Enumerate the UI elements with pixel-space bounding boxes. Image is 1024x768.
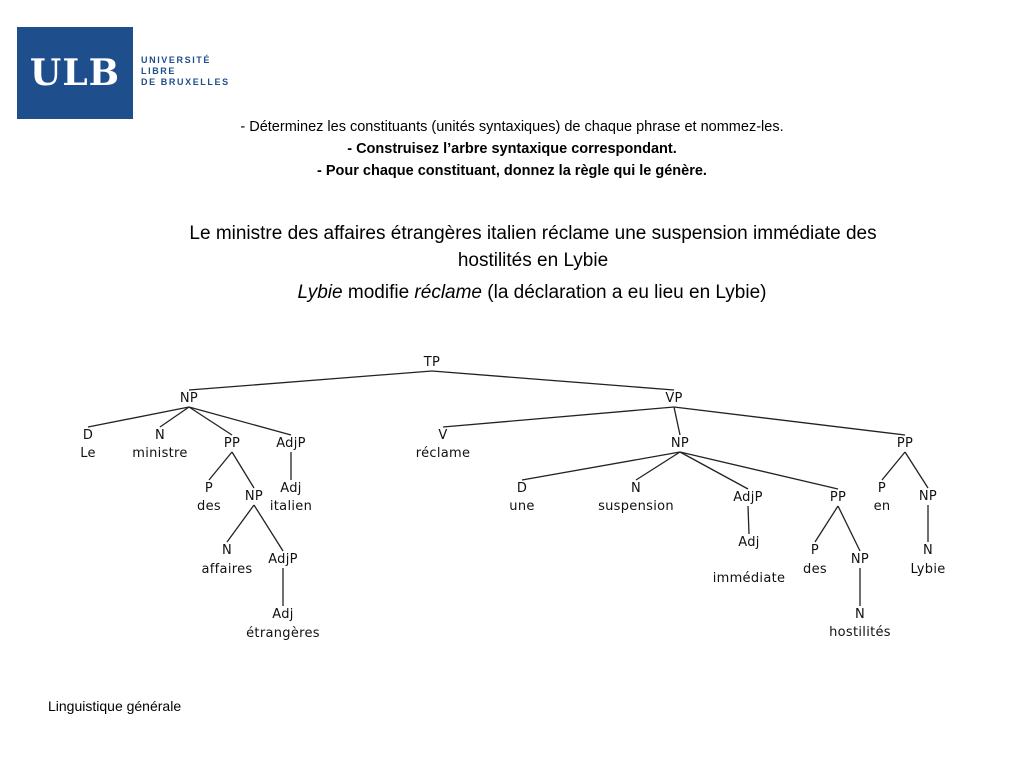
tree-node-pp3: PP xyxy=(829,490,847,505)
tree-node-w-lybie: Lybie xyxy=(910,562,946,577)
tree-node-vp: VP xyxy=(665,391,683,406)
tree-edge-np2-n2 xyxy=(227,505,254,542)
tree-node-n4: N xyxy=(854,607,866,622)
tree-edge-pp1-p1 xyxy=(209,452,232,480)
tree-node-n2: N xyxy=(221,543,233,558)
instruction-1: - Déterminez les constituants (unités syntaxiques) de chaque phrase et nommez-les. xyxy=(240,119,784,135)
tree-edge-vp-pp2 xyxy=(674,407,905,435)
tree-edge-pp2-np5 xyxy=(905,452,928,488)
note-text-2: (la déclaration a eu lieu en Lybie) xyxy=(482,282,767,303)
tree-node-p2: P xyxy=(810,543,820,558)
tree-edge-np1-adjp1 xyxy=(189,407,291,435)
tree-node-adj1: Adj xyxy=(280,481,302,496)
ulb-logo-mark: ULB xyxy=(29,52,121,94)
tree-node-w-des2: des xyxy=(803,562,827,577)
note-word-lybie: Lybie xyxy=(297,282,343,303)
tree-edge-np3-pp3 xyxy=(680,452,838,489)
tree-node-p3: P xyxy=(877,481,887,496)
tree-node-w-le: Le xyxy=(80,446,96,461)
tree-node-pp1: PP xyxy=(223,436,241,451)
tree-node-v: V xyxy=(438,428,448,443)
tree-node-np5: NP xyxy=(918,489,938,504)
instruction-3: - Pour chaque constituant, donnez la règle qui le génère. xyxy=(317,163,707,179)
tree-node-d2: D xyxy=(516,481,528,496)
tree-edge-tp-np1 xyxy=(189,371,432,390)
example-sentence: Le ministre des affaires étrangères italien réclame une suspension immédiate des hostilités en Lybie xyxy=(189,223,877,271)
logo-line-3: DE BRUXELLES xyxy=(141,77,230,87)
tree-node-w-une: une xyxy=(509,499,535,514)
tree-node-np1: NP xyxy=(179,391,199,406)
tree-node-n5: N xyxy=(922,543,934,558)
tree-edge-pp1-np2 xyxy=(232,452,254,488)
tree-edge-pp3-np4 xyxy=(838,506,860,551)
tree-node-w-ministre: ministre xyxy=(132,446,188,461)
tree-node-tp: TP xyxy=(423,355,441,370)
tree-node-n1: N xyxy=(154,428,166,443)
tree-edge-vp-v xyxy=(443,407,674,427)
tree-node-n3: N xyxy=(630,481,642,496)
logo-line-1: UNIVERSITÉ xyxy=(141,55,212,65)
tree-edge-np3-adjp3 xyxy=(680,452,748,489)
tree-node-w-affaires: affaires xyxy=(201,562,253,577)
tree-node-w-en: en xyxy=(873,499,891,514)
tree-node-w-suspension: suspension xyxy=(598,499,674,514)
tree-node-adjp2: AdjP xyxy=(268,552,298,567)
tree-node-adjp3: AdjP xyxy=(733,490,763,505)
tree-edge-np3-d2 xyxy=(522,452,680,480)
tree-edge-pp2-p3 xyxy=(882,452,905,480)
instruction-2: - Construisez l’arbre syntaxique correspondant. xyxy=(347,141,677,157)
note-word-reclame: réclame xyxy=(414,282,482,303)
logo-line-2: LIBRE xyxy=(141,66,176,76)
tree-edge-vp-np3 xyxy=(674,407,680,435)
tree-node-adjp1: AdjP xyxy=(276,436,306,451)
tree-node-w-hostilites: hostilités xyxy=(829,625,891,640)
tree-node-w-italien: italien xyxy=(269,499,313,514)
tree-edge-pp3-p2 xyxy=(815,506,838,542)
tree-node-np4: NP xyxy=(850,552,870,567)
tree-edge-adjp3-adj3 xyxy=(748,506,749,534)
tree-edge-tp-vp xyxy=(432,371,674,390)
tree-edge-np1-pp1 xyxy=(189,407,232,435)
tree-node-p1: P xyxy=(204,481,214,496)
tree-node-pp2: PP xyxy=(896,436,914,451)
tree-node-w-etrangeres: étrangères xyxy=(246,626,320,641)
tree-node-np3: NP xyxy=(670,436,690,451)
note-text-1: modifie xyxy=(342,282,415,303)
tree-node-adj2: Adj xyxy=(272,607,294,622)
tree-node-w-des1: des xyxy=(197,499,221,514)
tree-node-w-reclame: réclame xyxy=(415,446,471,461)
tree-node-np2: NP xyxy=(244,489,264,504)
tree-node-d1: D xyxy=(82,428,94,443)
footer-course-title: Linguistique générale xyxy=(48,698,182,714)
tree-node-adj3: Adj xyxy=(738,535,760,550)
tree-node-w-immediate: immédiate xyxy=(712,571,786,586)
